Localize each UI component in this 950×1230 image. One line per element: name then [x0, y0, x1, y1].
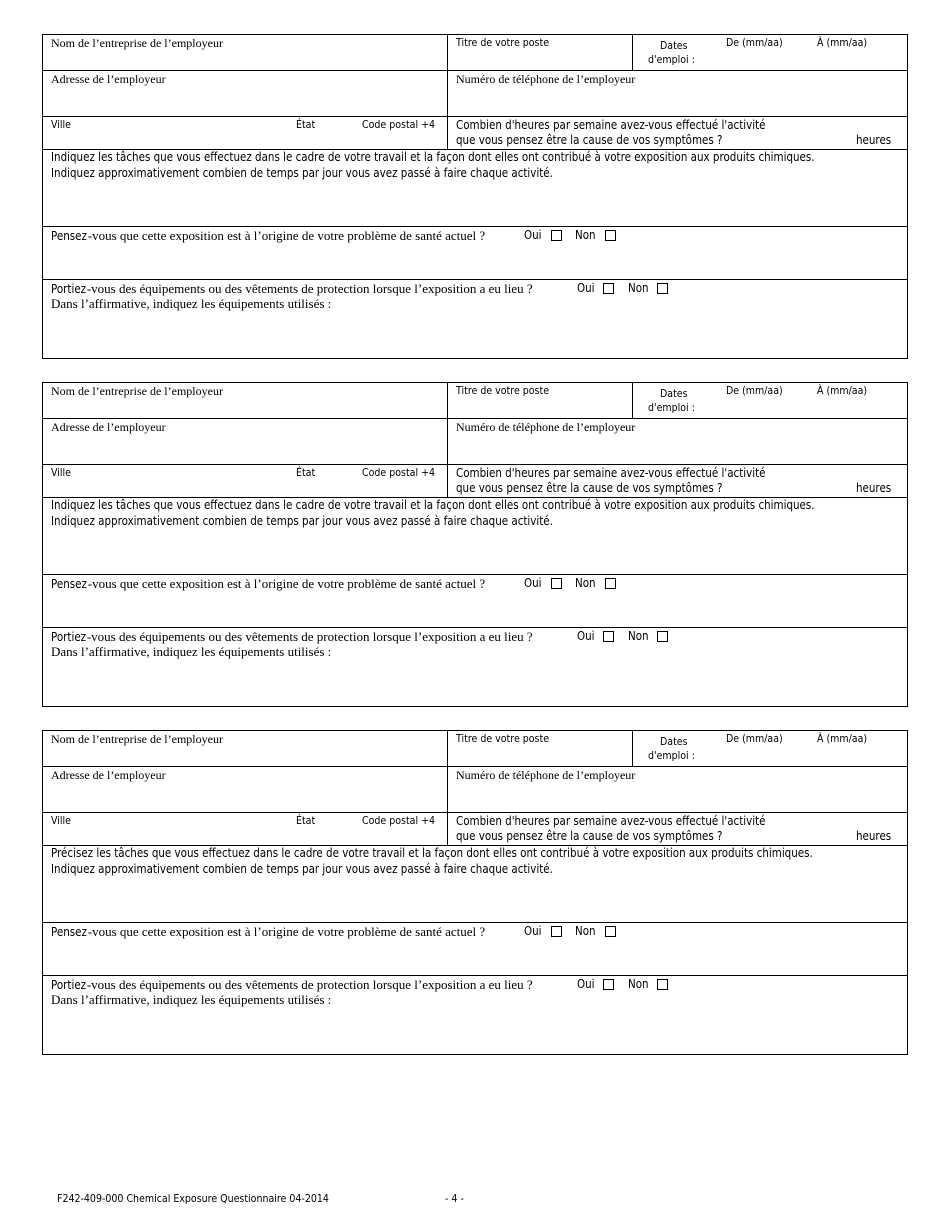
employer-name-field[interactable] — [43, 731, 448, 766]
hours-unit-label: heures — [856, 133, 892, 147]
row-exposure-cause — [43, 575, 907, 628]
employer-name-label: Nom de l’entreprise de l’employeur — [51, 384, 223, 398]
row-address-phone — [43, 767, 907, 813]
cause-question-part2: -vous que cette exposition est à l’origine de votre problème de santé actuel ? — [87, 228, 486, 243]
tasks-description-field[interactable] — [43, 846, 907, 923]
employment-dates-field[interactable] — [633, 731, 907, 766]
state-label: État — [296, 118, 316, 131]
protect-yes-checkbox[interactable] — [603, 979, 614, 990]
cause-no-checkbox[interactable] — [605, 578, 616, 589]
protect-no-checkbox[interactable] — [657, 283, 668, 294]
city-state-zip-field[interactable] — [43, 813, 448, 845]
employer-address-label: Adresse de l’employeur — [51, 768, 166, 782]
city-label: Ville — [51, 466, 71, 479]
job-title-label: Titre de votre poste — [456, 36, 550, 49]
protect-question-part1: Portiez — [51, 978, 87, 992]
protect-yes-label: Oui — [577, 281, 595, 295]
employer-name-field[interactable] — [43, 383, 448, 418]
employer-phone-label: Numéro de téléphone de l’employeur — [456, 768, 636, 782]
employer-name-label: Nom de l’entreprise de l’employeur — [51, 732, 223, 746]
protect-no-label: Non — [628, 281, 649, 295]
city-state-zip-field[interactable] — [43, 117, 448, 149]
cause-question — [51, 924, 485, 940]
protect-no-label: Non — [628, 977, 649, 991]
tasks-prompt-line2: Indiquez approximativement combien de temps par jour vous avez passé à faire chaque activité. — [51, 862, 553, 876]
cause-yes-label: Oui — [524, 576, 542, 590]
protect-question — [51, 629, 533, 645]
job-title-field[interactable] — [448, 731, 633, 766]
protect-followup-label: Dans l’affirmative, indiquez les équipements utilisés : — [51, 296, 332, 311]
job-title-field[interactable] — [448, 35, 633, 70]
hours-question-line2: que vous pensez être la cause de vos symptômes ? — [456, 481, 723, 495]
employer-address-field[interactable] — [43, 71, 448, 116]
employment-dates-field[interactable] — [633, 35, 907, 70]
employment-block-1 — [42, 34, 908, 359]
row-city-hours — [43, 813, 907, 846]
cause-no-checkbox[interactable] — [605, 926, 616, 937]
employer-phone-label: Numéro de téléphone de l’employeur — [456, 72, 636, 86]
protect-followup-label: Dans l’affirmative, indiquez les équipements utilisés : — [51, 992, 332, 1007]
cause-no-checkbox[interactable] — [605, 230, 616, 241]
row-address-phone — [43, 419, 907, 465]
date-to-label: À (mm/aa) — [817, 36, 868, 49]
hours-question-line2: que vous pensez être la cause de vos symptômes ? — [456, 829, 723, 843]
row-city-hours — [43, 465, 907, 498]
cause-question-part1: Pensez — [51, 577, 87, 591]
protect-question-part1: Portiez — [51, 630, 87, 644]
cause-yes-label: Oui — [524, 924, 542, 938]
tasks-prompt-line2: Indiquez approximativement combien de temps par jour vous avez passé à faire chaque activité. — [51, 166, 553, 180]
employer-address-field[interactable] — [43, 767, 448, 812]
cause-yes-checkbox[interactable] — [551, 230, 562, 241]
row-exposure-cause — [43, 227, 907, 280]
cause-yes-checkbox[interactable] — [551, 578, 562, 589]
row-protective-equipment — [43, 628, 907, 708]
state-label: État — [296, 466, 316, 479]
row-exposure-cause — [43, 923, 907, 976]
tasks-description-field[interactable] — [43, 498, 907, 575]
protect-no-checkbox[interactable] — [657, 979, 668, 990]
dates-label-line2: d'emploi : — [648, 53, 695, 66]
employer-address-label: Adresse de l’employeur — [51, 72, 166, 86]
job-title-label: Titre de votre poste — [456, 384, 550, 397]
date-from-label: De (mm/aa) — [726, 732, 783, 745]
protect-question-part2: -vous des équipements ou des vêtements de protection lorsque l’exposition a eu lieu ? — [86, 977, 533, 992]
state-label: État — [296, 814, 316, 827]
weekly-hours-field[interactable] — [448, 465, 907, 497]
dates-label-line1: Dates — [660, 39, 688, 52]
dates-label-line1: Dates — [660, 735, 688, 748]
row-protective-equipment — [43, 976, 907, 1056]
dates-label-line2: d'emploi : — [648, 749, 695, 762]
row-protective-equipment — [43, 280, 907, 360]
cause-question — [51, 576, 485, 592]
cause-question-part1: Pensez — [51, 925, 87, 939]
zip-label: Code postal +4 — [362, 814, 436, 827]
weekly-hours-field[interactable] — [448, 813, 907, 845]
hours-unit-label: heures — [856, 481, 892, 495]
employment-block-2 — [42, 382, 908, 707]
protect-yes-label: Oui — [577, 629, 595, 643]
cause-no-label: Non — [575, 924, 596, 938]
employer-phone-label: Numéro de téléphone de l’employeur — [456, 420, 636, 434]
protect-question-part2: -vous des équipements ou des vêtements de protection lorsque l’exposition a eu lieu ? — [86, 629, 533, 644]
tasks-prompt-line1: Indiquez les tâches que vous effectuez dans le cadre de votre travail et la façon dont elles ont contribué à votre exposition aux produits chimiques. — [51, 150, 815, 164]
zip-label: Code postal +4 — [362, 466, 436, 479]
tasks-prompt-line2: Indiquez approximativement combien de temps par jour vous avez passé à faire chaque activité. — [51, 514, 553, 528]
date-from-label: De (mm/aa) — [726, 384, 783, 397]
cause-no-label: Non — [575, 228, 596, 242]
hours-question-line1: Combien d'heures par semaine avez-vous effectué l'activité — [456, 466, 766, 480]
job-title-field[interactable] — [448, 383, 633, 418]
employer-name-field[interactable] — [43, 35, 448, 70]
cause-yes-label: Oui — [524, 228, 542, 242]
employer-address-field[interactable] — [43, 419, 448, 464]
employment-block-3 — [42, 730, 908, 1055]
form-id: F242-409-000 Chemical Exposure Questionnaire 04-2014 — [57, 1192, 329, 1205]
row-city-hours — [43, 117, 907, 150]
date-to-label: À (mm/aa) — [817, 732, 868, 745]
row-employer-title-dates — [43, 383, 907, 419]
cause-question-part1: Pensez — [51, 229, 87, 243]
employer-name-label: Nom de l’entreprise de l’employeur — [51, 36, 223, 50]
city-label: Ville — [51, 814, 71, 827]
tasks-description-field[interactable] — [43, 150, 907, 227]
page-number: - 4 - — [445, 1192, 464, 1205]
protect-yes-label: Oui — [577, 977, 595, 991]
weekly-hours-field[interactable] — [448, 117, 907, 149]
hours-question-line2: que vous pensez être la cause de vos symptômes ? — [456, 133, 723, 147]
cause-yes-checkbox[interactable] — [551, 926, 562, 937]
date-to-label: À (mm/aa) — [817, 384, 868, 397]
tasks-prompt-line1: Précisez les tâches que vous effectuez dans le cadre de votre travail et la façon dont elles ont contribué à votre exposition aux produits chimiques. — [51, 846, 813, 860]
dates-label-line1: Dates — [660, 387, 688, 400]
row-address-phone — [43, 71, 907, 117]
row-employer-title-dates — [43, 731, 907, 767]
protect-question-part2: -vous des équipements ou des vêtements de protection lorsque l’exposition a eu lieu ? — [86, 281, 533, 296]
job-title-label: Titre de votre poste — [456, 732, 550, 745]
row-employer-title-dates — [43, 35, 907, 71]
cause-question-part2: -vous que cette exposition est à l’origine de votre problème de santé actuel ? — [87, 924, 486, 939]
protect-question — [51, 977, 533, 993]
protect-question — [51, 281, 533, 297]
employment-dates-field[interactable] — [633, 383, 907, 418]
employer-phone-field[interactable] — [448, 767, 907, 812]
protect-yes-checkbox[interactable] — [603, 283, 614, 294]
protect-no-label: Non — [628, 629, 649, 643]
dates-label-line2: d'emploi : — [648, 401, 695, 414]
employer-phone-field[interactable] — [448, 71, 907, 116]
cause-question — [51, 228, 485, 244]
protect-yes-checkbox[interactable] — [603, 631, 614, 642]
protect-question-part1: Portiez — [51, 282, 87, 296]
zip-label: Code postal +4 — [362, 118, 436, 131]
hours-question-line1: Combien d'heures par semaine avez-vous effectué l'activité — [456, 814, 766, 828]
hours-unit-label: heures — [856, 829, 892, 843]
city-state-zip-field[interactable] — [43, 465, 448, 497]
hours-question-line1: Combien d'heures par semaine avez-vous effectué l'activité — [456, 118, 766, 132]
cause-no-label: Non — [575, 576, 596, 590]
tasks-prompt-line1: Indiquez les tâches que vous effectuez dans le cadre de votre travail et la façon dont elles ont contribué à votre exposition aux produits chimiques. — [51, 498, 815, 512]
date-from-label: De (mm/aa) — [726, 36, 783, 49]
employer-phone-field[interactable] — [448, 419, 907, 464]
city-label: Ville — [51, 118, 71, 131]
employer-address-label: Adresse de l’employeur — [51, 420, 166, 434]
protect-followup-label: Dans l’affirmative, indiquez les équipements utilisés : — [51, 644, 332, 659]
protect-no-checkbox[interactable] — [657, 631, 668, 642]
cause-question-part2: -vous que cette exposition est à l’origine de votre problème de santé actuel ? — [87, 576, 486, 591]
